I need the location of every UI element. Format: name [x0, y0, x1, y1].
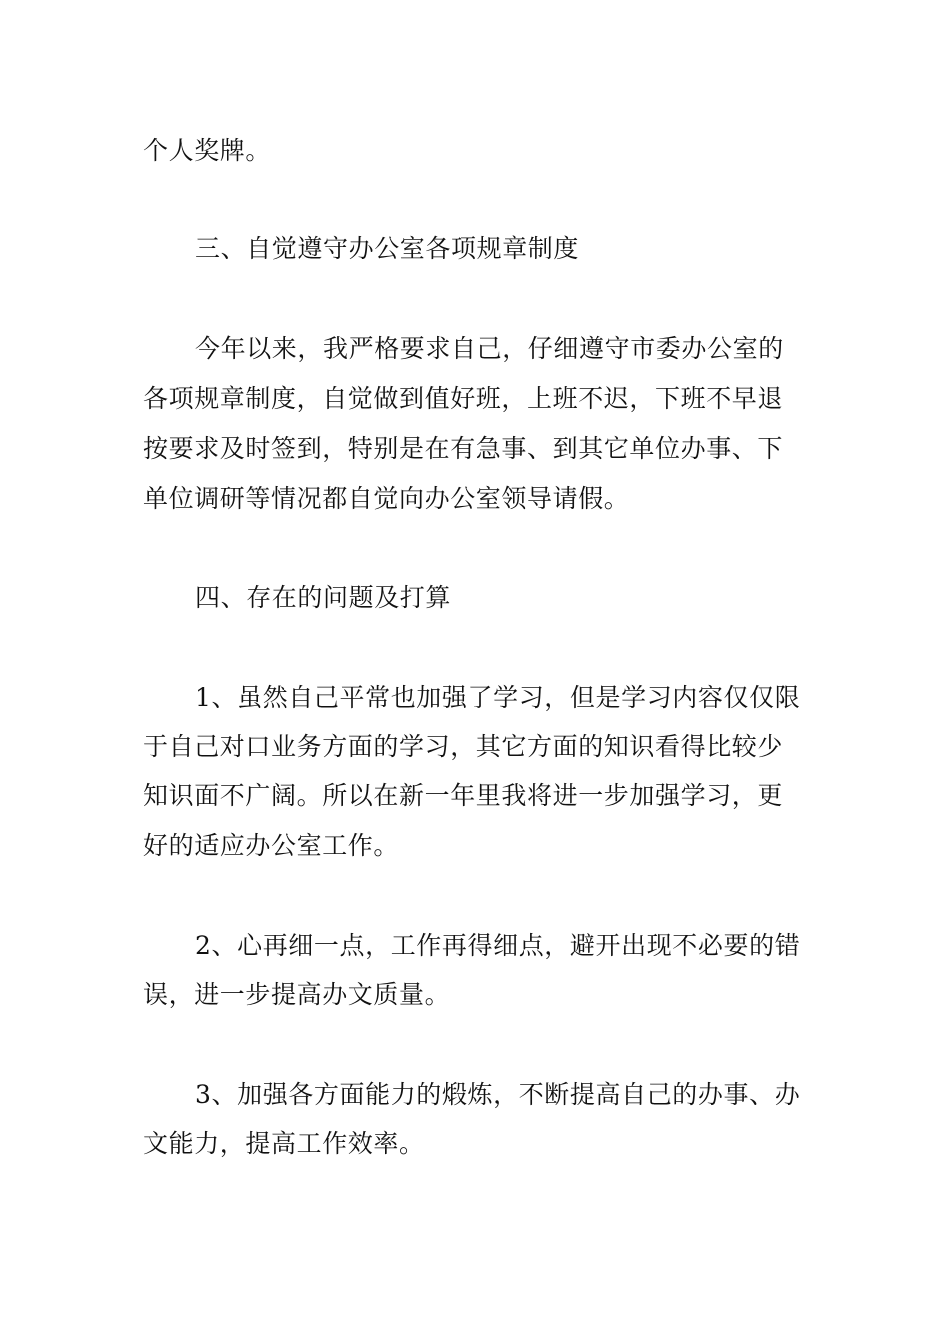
section-heading: 三、自觉遵守办公室各项规章制度 — [195, 234, 580, 263]
paragraph-line: 3、加强各方面能力的煅炼，不断提高自己的办事、办 — [195, 1080, 801, 1109]
paragraph-line: 今年以来，我严格要求自己，仔细遵守市委办公室的 — [195, 334, 784, 363]
paragraph-line: 各项规章制度，自觉做到值好班，上班不迟，下班不早退 — [143, 384, 784, 413]
paragraph-line: 文能力，提高工作效率。 — [143, 1129, 425, 1158]
paragraph-line: 知识面不广阔。所以在新一年里我将进一步加强学习，更 — [143, 781, 784, 810]
paragraph-line: 个人奖牌。 — [143, 136, 272, 165]
paragraph-line: 好的适应办公室工作。 — [143, 831, 400, 860]
paragraph-line: 单位调研等情况都自觉向办公室领导请假。 — [143, 484, 630, 513]
paragraph-line: 1、虽然自己平常也加强了学习，但是学习内容仅仅限 — [195, 683, 801, 712]
section-heading: 四、存在的问题及打算 — [195, 583, 452, 612]
paragraph-line: 于自己对口业务方面的学习，其它方面的知识看得比较少 — [143, 732, 784, 761]
paragraph-line: 按要求及时签到，特别是在有急事、到其它单位办事、下 — [143, 434, 784, 463]
paragraph-line: 2、心再细一点，工作再得细点，避开出现不必要的错 — [195, 931, 801, 960]
paragraph-line: 误，进一步提高办文质量。 — [143, 980, 451, 1009]
